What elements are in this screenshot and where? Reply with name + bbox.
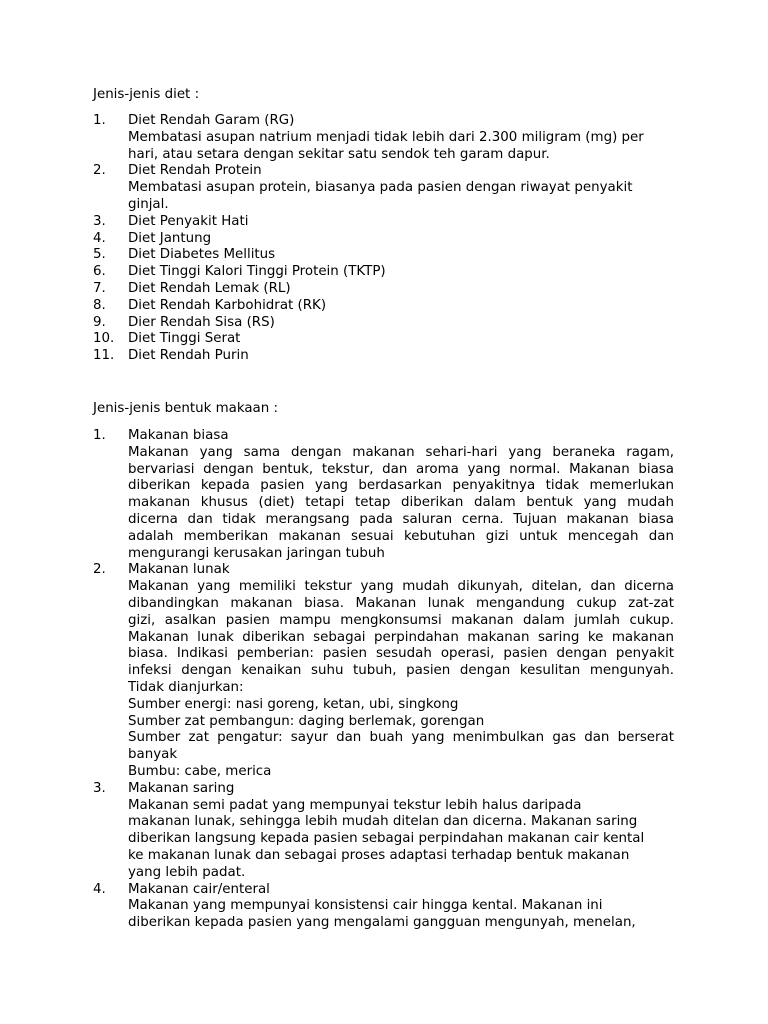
list-number: 7. bbox=[93, 280, 106, 296]
list-item-title: Makanan saring bbox=[128, 780, 235, 796]
list-item-text: gizi, asalkan pasien mampu mengkonsumsi makanan dalam jumlah cukup. bbox=[128, 612, 674, 628]
list-item-text: ginjal. bbox=[128, 196, 169, 212]
list-number: 2. bbox=[93, 163, 106, 179]
list-item bbox=[0, 348, 768, 365]
list-item-title: Diet Rendah Purin bbox=[128, 348, 249, 364]
list-item-text: biasa. Indikasi pemberian: pasien sesudah operasi, pasien dengan penyakit bbox=[128, 646, 674, 662]
list-number: 5. bbox=[93, 247, 106, 263]
list-item-text: diberikan kepada pasien yang mengalami gangguan mengunyah, menelan, bbox=[128, 915, 636, 931]
list-item-text: Makanan semi padat yang mempunyai tekstur lebih halus daripada bbox=[128, 797, 582, 813]
list-item bbox=[0, 298, 768, 315]
list-item-text: Sumber zat pembangun: daging berlemak, gorengan bbox=[128, 713, 485, 729]
list-item bbox=[0, 882, 768, 932]
list-number: 4. bbox=[93, 881, 106, 897]
list-number: 3. bbox=[93, 780, 106, 796]
list-item-text: Bumbu: cabe, merica bbox=[128, 763, 272, 779]
list-item-text: infeksi dengan kenaikan suhu tubuh, pasien dengan kesulitan mengunyah. bbox=[128, 663, 674, 679]
list-item bbox=[0, 315, 768, 332]
list-item-text: mengurangi kerusakan jaringan tubuh bbox=[128, 545, 385, 561]
list-item bbox=[0, 562, 768, 780]
list-item bbox=[0, 231, 768, 248]
diet-list bbox=[0, 113, 768, 365]
list-item bbox=[0, 331, 768, 348]
list-item-title: Dier Rendah Sisa (RS) bbox=[128, 314, 275, 330]
list-item-text: bervariasi dengan bentuk, tekstur, dan aroma yang normal. Makanan biasa bbox=[128, 461, 674, 477]
list-number: 9. bbox=[93, 314, 106, 330]
list-item-title: Diet Rendah Protein bbox=[128, 163, 262, 179]
list-item bbox=[0, 428, 768, 562]
list-item bbox=[0, 264, 768, 281]
list-number: 11. bbox=[93, 348, 115, 364]
list-item-text: banyak bbox=[128, 747, 178, 763]
list-item-text: Sumber energi: nasi goreng, ketan, ubi, singkong bbox=[128, 696, 459, 712]
list-item bbox=[0, 113, 768, 163]
list-item-title: Diet Jantung bbox=[128, 230, 212, 246]
list-item bbox=[0, 281, 768, 298]
list-number: 1. bbox=[93, 113, 106, 128]
list-item-title: Diet Tinggi Serat bbox=[128, 331, 241, 347]
list-number: 10. bbox=[93, 331, 115, 347]
list-number: 1. bbox=[93, 428, 106, 443]
list-item-text: makanan lunak, sehingga lebih mudah ditelan dan dicerna. Makanan saring bbox=[128, 814, 638, 830]
list-item bbox=[0, 163, 768, 213]
list-number: 6. bbox=[93, 264, 106, 280]
list-item-text: Makanan yang sama dengan makanan sehari-hari yang beraneka ragam, bbox=[128, 444, 674, 460]
list-item-title: Diet Penyakit Hati bbox=[128, 213, 249, 229]
list-item-text: adalah memberikan makanan sesuai kebutuhan gizi untuk mencegah dan bbox=[128, 528, 674, 544]
list-item-title: Diet Tinggi Kalori Tinggi Protein (TKTP) bbox=[128, 264, 386, 280]
list-item-title: Diet Rendah Lemak (RL) bbox=[128, 280, 291, 296]
list-item-text: diberikan langsung kepada pasien sebagai perpindahan makanan cair kental bbox=[128, 831, 645, 847]
list-item bbox=[0, 781, 768, 882]
list-number: 3. bbox=[93, 213, 106, 229]
list-item-text: dibandingkan makanan biasa. Makanan lunak mengandung cukup zat-zat bbox=[128, 595, 674, 611]
list-item-title: Diet Rendah Garam (RG) bbox=[128, 113, 295, 128]
list-item-text: Sumber zat pengatur: sayur dan buah yang menimbulkan gas dan berserat bbox=[128, 730, 674, 746]
list-item-title: Diet Rendah Karbohidrat (RK) bbox=[128, 297, 327, 313]
list-item-text: Makanan yang memiliki tekstur yang mudah dikunyah, ditelan, dan dicerna bbox=[128, 579, 674, 595]
list-item-text: hari, atau setara dengan sekitar satu sendok teh garam dapur. bbox=[128, 146, 550, 162]
list-item-text: ke makanan lunak dan sebagai proses adaptasi terhadap bentuk makanan bbox=[128, 847, 630, 863]
list-item-text: yang lebih padat. bbox=[128, 864, 246, 880]
list-item-text: Makanan lunak diberikan sebagai perpindahan makanan saring ke makanan bbox=[128, 629, 674, 645]
list-number: 2. bbox=[93, 562, 106, 578]
list-number: 8. bbox=[93, 297, 106, 313]
list-item-text: diberikan kepada pasien yang berdasarkan penyakitnya tidak memerlukan bbox=[128, 478, 674, 494]
list-item-text: Membatasi asupan natrium menjadi tidak lebih dari 2.300 miligram (mg) per bbox=[128, 129, 644, 145]
list-item-title: Makanan lunak bbox=[128, 562, 230, 578]
list-number: 4. bbox=[93, 230, 106, 246]
list-item bbox=[0, 247, 768, 264]
list-item-text: Tidak dianjurkan: bbox=[128, 679, 244, 695]
list-item-title: Makanan biasa bbox=[128, 428, 229, 443]
list-item-title: Makanan cair/enteral bbox=[128, 881, 270, 897]
list-item-text: Makanan yang mempunyai konsistensi cair hingga kental. Makanan ini bbox=[128, 898, 603, 914]
list-item-title: Diet Diabetes Mellitus bbox=[128, 247, 276, 263]
list-item-text: makanan khusus (diet) tetapi tetap diberikan dalam bentuk yang mudah bbox=[128, 495, 674, 511]
makanan-heading: Jenis-jenis bentuk makaan : bbox=[93, 401, 279, 416]
list-item bbox=[0, 214, 768, 231]
makanan-list bbox=[0, 428, 768, 932]
diet-heading: Jenis-jenis diet : bbox=[93, 87, 200, 102]
list-item-text: dicerna dan tidak merangsang pada saluran cerna. Tujuan makanan biasa bbox=[128, 511, 674, 527]
list-item-text: Membatasi asupan protein, biasanya pada pasien dengan riwayat penyakit bbox=[128, 180, 633, 196]
